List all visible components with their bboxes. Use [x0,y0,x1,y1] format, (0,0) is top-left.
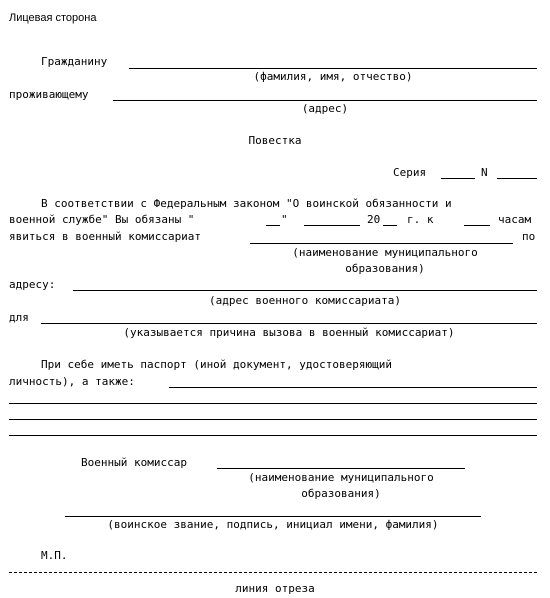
extra-docs-field-2[interactable] [9,403,537,404]
docs-line1: При себе иметь паспорт (иной документ, удостоверяющий [41,358,392,371]
side-label: Лицевая сторона [9,12,97,24]
address-hint: (адрес военного комиссариата) [208,294,402,307]
citizen-hint: (фамилия, имя, отчество) [253,70,413,83]
commissariat-hint-2: образования) [345,262,425,275]
reason-hint: (указывается причина вызова в военный комиссариат) [123,326,455,339]
day-field[interactable] [266,225,280,226]
p1-line2-e: часам [498,213,532,226]
number-label: N [481,166,488,179]
citizen-label: Гражданину [41,55,108,68]
commissariat-address-field[interactable] [73,290,537,291]
reason-field[interactable] [41,323,537,324]
hour-field[interactable] [464,225,490,226]
extra-docs-field-1[interactable] [169,387,537,388]
p1-line2-a: военной службе" Вы обязаны " [9,213,195,226]
stamp-label: М.П. [41,549,68,562]
commissariat-hint-1: (наименование муниципального [292,246,478,259]
cut-line-label: линия отреза [235,582,315,595]
p1-line2-d: г. к [407,213,434,226]
commissariat-field[interactable] [250,243,513,244]
residing-label: проживающему [9,88,89,101]
rank-hint: (воинское звание, подпись, инициал имени, фамилия) [107,518,439,531]
series-field[interactable] [441,178,475,179]
extra-docs-field-4[interactable] [9,435,537,436]
commissar-hint-2: образования) [301,487,381,500]
number-field[interactable] [497,178,537,179]
month-field[interactable] [304,225,360,226]
citizen-name-field[interactable] [129,68,537,69]
commissar-field[interactable] [217,468,465,469]
rank-signature-field[interactable] [65,516,481,517]
p1-line3-b: по [522,230,536,243]
for-label: для [9,311,29,324]
p1-line2-b: " [281,213,288,226]
residing-address-field[interactable] [113,100,537,101]
document-title: Повестка [248,134,302,147]
docs-line2: личность), а также: [9,375,135,388]
p1-line1: В соответствии с Федеральным законом "О воинской обязанности и [41,197,452,210]
p1-line2-c: 20 [367,213,381,226]
commissar-hint-1: (наименование муниципального [248,471,434,484]
commissar-label: Военный комиссар [81,456,187,469]
series-label: Серия [393,166,427,179]
residing-hint: (адрес) [301,102,349,115]
year-field[interactable] [383,225,397,226]
cut-line [9,572,537,573]
p1-line3-a: явиться в военный комиссариат [9,230,202,243]
address-label: адресу: [9,278,56,291]
extra-docs-field-3[interactable] [9,419,537,420]
